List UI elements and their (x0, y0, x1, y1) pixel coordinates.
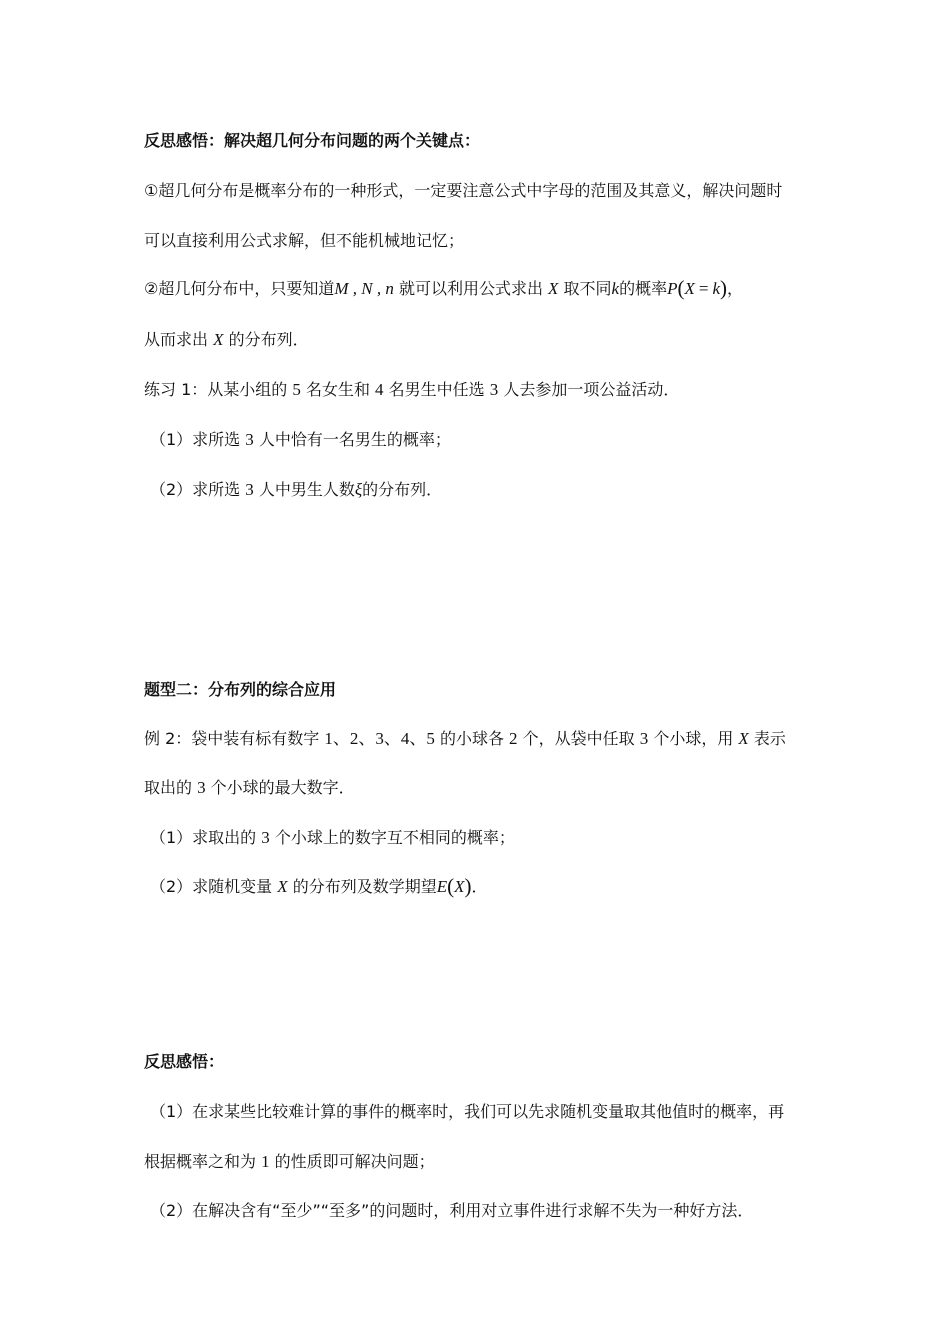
math-var-x: X (454, 877, 465, 896)
math-paren-close: ) (720, 276, 728, 300)
reflection1-point2-line1 (144, 278, 743, 299)
text-segment: 的小球各 (434, 729, 510, 748)
number: 3 (245, 480, 254, 499)
text-segment: （2）求随机变量 (150, 877, 278, 896)
text-segment: 取不同 (558, 279, 612, 298)
number: 5 (292, 380, 301, 399)
text-segment: 个小球上的数字互不相同的概率； (269, 828, 515, 847)
text-segment: 的分布列． (223, 330, 309, 349)
text-segment: （2）求所选 (150, 480, 246, 499)
text-segment: 个小球的最大数字． (205, 778, 355, 797)
number: 3 (261, 828, 270, 847)
number: 3 (489, 380, 499, 399)
number: 3 (197, 778, 206, 797)
reflection1-title: 反思感悟：解决超几何分布问题的两个关键点： (144, 131, 481, 150)
math-paren-open: ( (447, 874, 455, 898)
reflection1-point1-line1: ①超几何分布是概率分布的一种形式，一定要注意公式中字母的范围及其意义，解决问题时 (144, 181, 783, 200)
math-var-x: X (213, 330, 224, 349)
example2-question1 (150, 828, 515, 848)
text-segment: 例 2：袋中装有标有数字 (144, 729, 325, 748)
text-segment: 人去参加一项公益活动． (498, 380, 680, 399)
math-var-x: X (548, 279, 559, 298)
digit-list: 1、2、3、4、5 (324, 729, 435, 748)
text-segment: 的概率 (619, 279, 668, 298)
text-segment: 名男生中任选 (383, 380, 490, 399)
math-expectation-e: E (436, 877, 448, 896)
math-var-k: k (611, 279, 620, 298)
example2-question2 (150, 876, 488, 897)
text-segment: 的分布列及数学期望 (287, 877, 437, 896)
number: 4 (375, 380, 384, 399)
text-segment: 人中恰有一名男生的概率； (253, 430, 451, 449)
reflection2-point1-line1: （1）在求某些比较难计算的事件的概率时，我们可以先求随机变量取其他值时的概率，再 (150, 1102, 785, 1121)
exercise1-question2 (150, 480, 442, 500)
text-segment: 名女生和 (300, 380, 376, 399)
text-segment: 个小球，用 (648, 729, 739, 748)
text-segment: 的分布列． (362, 480, 443, 499)
example2-stem-line2 (144, 778, 355, 798)
number: 3 (639, 729, 649, 748)
reflection2-title: 反思感悟： (144, 1052, 225, 1071)
math-var-x: X (277, 877, 288, 896)
text-segment: ． (471, 877, 488, 896)
math-paren-close: ) (464, 874, 472, 898)
exercise1-question1 (150, 430, 451, 450)
text-segment: 的性质即可解决问题； (269, 1152, 435, 1171)
reflection2-point2: （2）在解决含有“至少”“至多”的问题时，利用对立事件进行求解不失为一种好方法． (150, 1201, 754, 1220)
math-paren-open: ( (677, 276, 685, 300)
type2-title: 题型二：分布列的综合应用 (144, 680, 337, 699)
math-prob-p: P (667, 279, 678, 298)
math-var-k: k (712, 279, 721, 298)
exercise1-stem (144, 380, 679, 400)
text-segment: （1）求取出的 (150, 828, 262, 847)
text-segment: 练习 1：从某小组的 (144, 380, 293, 399)
math-var-xi: ξ (354, 480, 363, 499)
reflection1-point1-line2: 可以直接利用公式求解，但不能机械地记忆； (144, 231, 465, 250)
text-segment: ， (727, 279, 744, 298)
math-var-x: X (684, 279, 695, 298)
reflection2-point1-line2 (144, 1152, 435, 1172)
text-segment: 根据概率之和为 (144, 1152, 262, 1171)
text-segment: 取出的 (144, 778, 198, 797)
text-segment: （1）求所选 (150, 430, 246, 449)
reflection1-point2-line2 (144, 330, 309, 350)
number: 1 (261, 1152, 270, 1171)
example2-stem-line1 (144, 729, 786, 749)
math-vars-mnn: M , N , n (334, 279, 394, 298)
number: 3 (245, 430, 254, 449)
math-equals: = (698, 279, 709, 298)
text-segment: 人中男生人数 (253, 480, 355, 499)
text-segment: 就可以利用公式求出 (393, 279, 549, 298)
number: 2 (509, 729, 518, 748)
text-segment: 表示 (748, 729, 786, 748)
text-segment: ②超几何分布中，只要知道 (144, 279, 335, 298)
text-segment: 从而求出 (144, 330, 214, 349)
text-segment: 个，从袋中任取 (517, 729, 640, 748)
math-var-x: X (738, 729, 749, 748)
